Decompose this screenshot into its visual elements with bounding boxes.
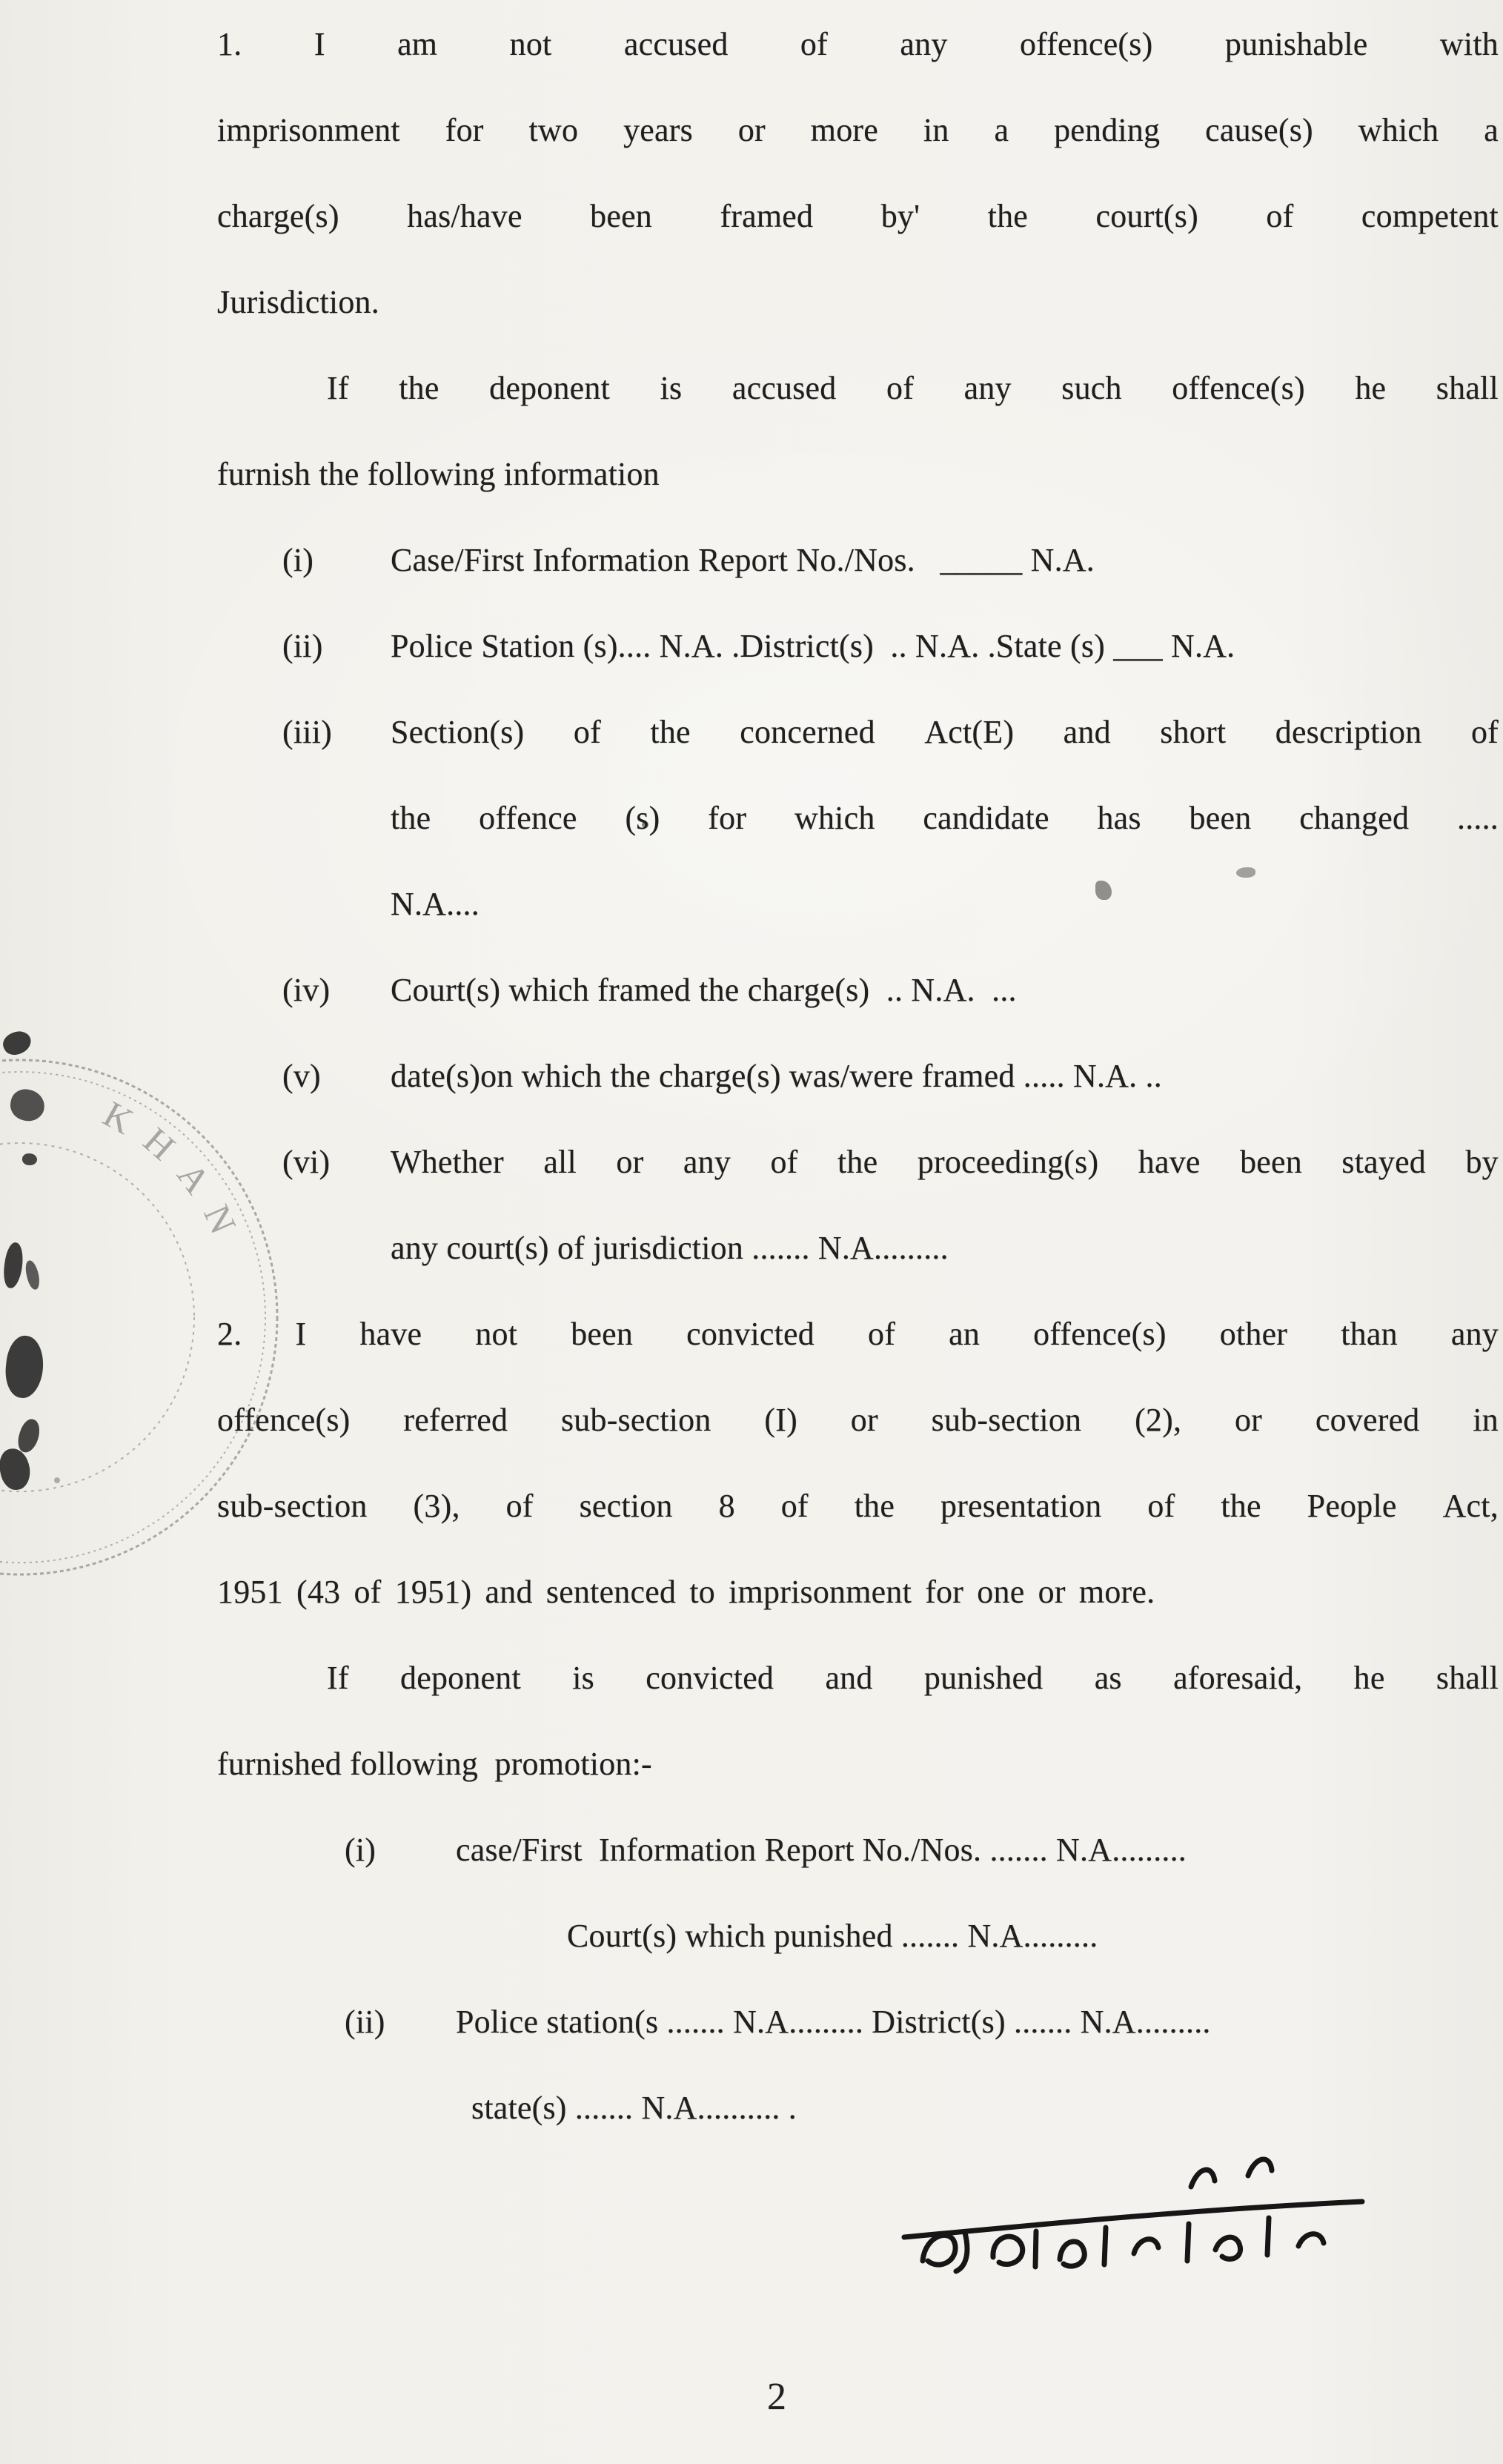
text-line [217,1463,1499,1549]
signature [882,2133,1386,2296]
list-item-continuation [217,775,1499,861]
paragraph-3-line: 2. I have not been convicted of an offence(s) other than any [217,1316,1499,1352]
text-line [217,1377,1499,1463]
list-item-text: the offence (s) for which candidate has been changed ..... [391,800,1499,836]
list-item-text: Case/First Information Report No./Nos. _____ N.A. [391,542,1095,578]
paragraph-4-line: If deponent is convicted and punished as aforesaid, he shall [327,1660,1499,1696]
paragraph-3-line: sub-section (3), of section 8 of the presentation of the People Act, [217,1488,1499,1524]
paragraph-2-line: If the deponent is accused of any such offence(s) he shall [327,370,1499,406]
list-item [217,689,1499,775]
text-line [217,1,1499,87]
list-item-text: Police station(s ....... N.A......... District(s) ....... N.A......... [456,2004,1211,2040]
list-item-text: any court(s) of jurisdiction ....... N.A......... [391,1230,949,1266]
list-item-text: Police Station (s).... N.A. .District(s) .. N.A. .State (s) ___ N.A. [391,628,1235,664]
document-body [217,1,1499,2151]
text-line [217,87,1499,173]
list-item [217,1033,1499,1119]
list-marker: (i) [345,1832,376,1868]
list-marker: (iv) [282,972,331,1008]
paragraph-2-line: furnish the following information [217,456,660,492]
text-line [217,173,1499,259]
list-marker: (vi) [282,1144,331,1180]
list-marker: (iii) [282,714,332,750]
list-item-text: date(s)on which the charge(s) was/were framed ..... N.A. .. [391,1058,1162,1094]
list-item [217,517,1499,603]
list-marker: (v) [282,1058,321,1094]
list-item-text: N.A.... [391,886,480,922]
list-item-continuation [217,1205,1499,1291]
list-item-text: state(s) ....... N.A.......... . [471,2090,797,2126]
text-line [217,259,1499,345]
list-item-text: case/First Information Report No./Nos. ....... N.A......... [456,1832,1187,1868]
list-marker: (ii) [345,2004,385,2040]
list-item-text: Court(s) which framed the charge(s) .. N.A. ... [391,972,1017,1008]
list-item [217,1807,1499,1893]
paragraph-3-line: offence(s) referred sub-section (I) or sub-section (2), or covered in [217,1402,1499,1438]
text-line [217,431,1499,517]
list-item-text: Court(s) which punished ....... N.A......... [567,1918,1098,1954]
list-item [217,1979,1499,2065]
paragraph-3-line: 1951 (43 of 1951) and sentenced to imprisonment for one or more. [217,1574,1155,1610]
ink-smudge [22,1153,37,1165]
list-item-text: Section(s) of the concerned Act(E) and short description of [391,714,1499,750]
list-item-text: Whether all or any of the proceeding(s) have been stayed by [391,1144,1499,1180]
list-item-continuation [217,861,1499,947]
list-marker: (i) [282,542,314,578]
paragraph-1-line: charge(s) has/have been framed by' the court(s) of competent [217,198,1499,234]
list-item [217,947,1499,1033]
paragraph-4-line: furnished following promotion:- [217,1746,652,1782]
paragraph-1-line: imprisonment for two years or more in a pending cause(s) which a [217,112,1499,148]
list-item [217,1119,1499,1205]
text-line [217,1721,1499,1807]
list-item [217,603,1499,689]
text-line [217,1635,1499,1721]
page-number: 2 [767,2376,786,2418]
stamp-arc-text: KHAN [96,1093,253,1258]
text-line [217,345,1499,431]
text-line [217,1549,1499,1635]
paragraph-1-line: Jurisdiction. [217,284,379,320]
list-marker: (ii) [282,628,323,664]
paragraph-1-line: 1. I am not accused of any offence(s) punishable with [217,26,1499,62]
list-item-continuation [217,1893,1499,1979]
text-line [217,1291,1499,1377]
